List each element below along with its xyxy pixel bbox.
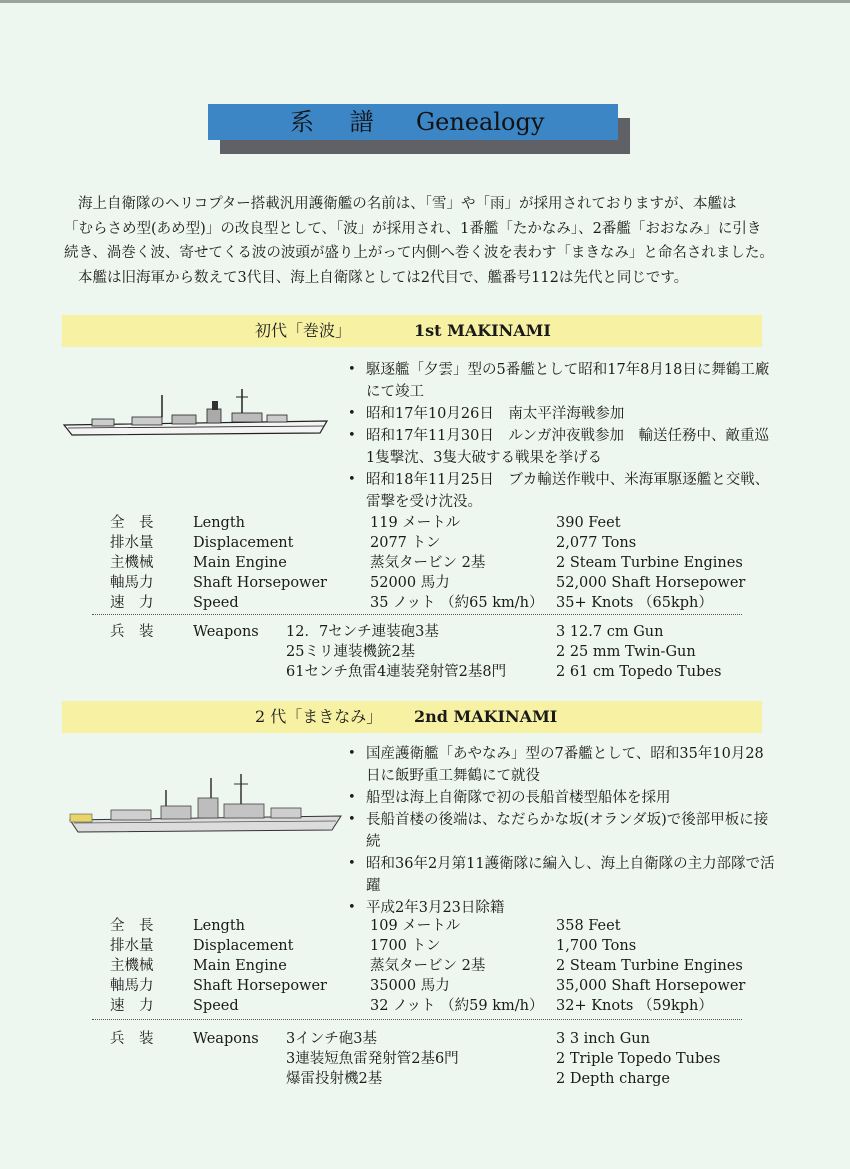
spec-label-jp: 速 力 xyxy=(110,998,154,1014)
weapon-en: 2 61 cm Topedo Tubes xyxy=(556,664,722,680)
spec-value-jp: 35000 馬力 xyxy=(370,978,450,994)
spec-row xyxy=(0,533,850,553)
weapon-en: 2 25 mm Twin-Gun xyxy=(556,644,696,660)
weapons-label-en: Weapons xyxy=(193,1031,259,1047)
spec-label-jp: 全 長 xyxy=(110,918,154,934)
divider xyxy=(92,614,742,615)
spec-value-jp: 蒸気タービン 2基 xyxy=(370,555,486,571)
list-item: • 昭和17年10月26日 南太平洋海戦参加 xyxy=(348,403,776,425)
weapons-label-en: Weapons xyxy=(193,624,259,640)
ship1-heading-en: 1st MAKINAMI xyxy=(414,321,551,340)
intro-line: 続き、渦巻く波、寄せてくる波の波頭が盛り上がって内側へ巻く波を表わす「まきなみ」と命名されました。 xyxy=(64,245,774,261)
ship2-heading-jp: 2 代「まきなみ」 xyxy=(255,707,383,726)
spec-value-en: 32+ Knots （59kph） xyxy=(556,998,713,1014)
spec-label-jp: 主機械 xyxy=(110,958,154,974)
spec-label-en: Main Engine xyxy=(193,958,287,974)
spec-value-jp: 2077 トン xyxy=(370,535,441,551)
ship2-heading xyxy=(62,701,762,733)
weapons-label-jp: 兵 装 xyxy=(110,624,154,640)
spec-label-jp: 排水量 xyxy=(110,938,154,954)
ship1-heading xyxy=(62,315,762,347)
weapon-en: 2 Triple Topedo Tubes xyxy=(556,1051,721,1067)
spec-value-en: 52,000 Shaft Horsepower xyxy=(556,575,746,591)
weapon-jp: 爆雷投射機2基 xyxy=(286,1071,383,1087)
list-item: • 昭和18年11月25日 ブカ輸送作戦中、米海軍駆逐艦と交戦、雷撃を受け沈没。 xyxy=(348,469,776,513)
spec-row xyxy=(0,976,850,996)
list-item: • 駆逐艦「夕雲」型の5番艦として昭和17年8月18日に舞鶴工廠にて竣工 xyxy=(348,359,776,403)
intro-line: 本艦は旧海軍から数えて3代目、海上自衛隊としては2代目で、艦番号112は先代と同じです。 xyxy=(78,269,689,286)
spec-value-jp: 蒸気タービン 2基 xyxy=(370,958,486,974)
weapons-label-jp: 兵 装 xyxy=(110,1031,154,1047)
spec-value-jp: 119 メートル xyxy=(370,515,461,531)
spec-row xyxy=(0,916,850,936)
spec-row xyxy=(0,553,850,573)
ship1-specs xyxy=(0,513,850,613)
ship2-specs xyxy=(0,916,850,1016)
spec-value-jp: 32 ノット （約59 km/h） xyxy=(370,998,544,1014)
title-en: Genealogy xyxy=(416,108,545,136)
spec-value-en: 2,077 Tons xyxy=(556,535,637,551)
ship1-weapons xyxy=(0,622,850,684)
spec-row xyxy=(0,996,850,1016)
intro-paragraph xyxy=(64,192,784,290)
spec-label-en: Main Engine xyxy=(193,555,287,571)
top-border xyxy=(0,0,850,3)
spec-value-en: 35,000 Shaft Horsepower xyxy=(556,978,746,994)
spec-label-en: Shaft Horsepower xyxy=(193,575,327,591)
divider xyxy=(92,1019,742,1020)
spec-row xyxy=(0,593,850,613)
spec-label-en: Length xyxy=(193,918,245,934)
list-item: • 昭和36年2月第11護衛隊に編入し、海上自衛隊の主力部隊で活躍 xyxy=(348,853,776,897)
list-item: • 長船首楼の後端は、なだらかな坂(オランダ坂)で後部甲板に接続 xyxy=(348,809,776,853)
spec-value-en: 2 Steam Turbine Engines xyxy=(556,958,743,974)
spec-row xyxy=(0,936,850,956)
spec-row xyxy=(0,513,850,533)
spec-label-en: Speed xyxy=(193,998,239,1014)
spec-label-jp: 排水量 xyxy=(110,535,154,551)
weapon-jp: 12．7センチ連装砲3基 xyxy=(286,624,439,640)
spec-label-en: Displacement xyxy=(193,938,294,954)
intro-line: 「むらさめ型(あめ型)」の改良型として、「波」が採用され、1番艦「たかなみ」、2番艦「おおなみ」に引き xyxy=(64,220,762,237)
spec-value-en: 358 Feet xyxy=(556,918,621,934)
spec-label-en: Displacement xyxy=(193,535,294,551)
ship1-heading-jp: 初代「巻波」 xyxy=(255,321,352,340)
spec-value-en: 2 Steam Turbine Engines xyxy=(556,555,743,571)
list-item: • 国産護衛艦「あやなみ」型の7番艦として、昭和35年10月28日に飯野重工舞鶴にて就役 xyxy=(348,743,776,787)
list-item: • 昭和17年11月30日 ルンガ沖夜戦参加 輸送任務中、敵重巡1隻撃沈、3隻大破する戦果を挙げる xyxy=(348,425,776,469)
spec-value-en: 390 Feet xyxy=(556,515,621,531)
spec-label-en: Shaft Horsepower xyxy=(193,978,327,994)
spec-row xyxy=(0,956,850,976)
weapon-jp: 3インチ砲3基 xyxy=(286,1031,377,1047)
spec-value-en: 1,700 Tons xyxy=(556,938,637,954)
ship1-illustration xyxy=(62,385,332,445)
spec-row xyxy=(0,573,850,593)
intro-line: 海上自衛隊のヘリコプター搭載汎用護衛艦の名前は、「雪」や「雨」が採用されておりますが、本艦は xyxy=(78,196,737,212)
spec-label-jp: 軸馬力 xyxy=(110,575,154,591)
spec-label-en: Speed xyxy=(193,595,239,611)
spec-value-en: 35+ Knots （65kph） xyxy=(556,595,713,611)
weapon-jp: 61センチ魚雷4連装発射管2基8門 xyxy=(286,664,507,680)
weapon-en: 2 Depth charge xyxy=(556,1071,670,1087)
list-item: • 平成2年3月23日除籍 xyxy=(348,897,776,919)
page-title xyxy=(208,104,618,140)
ship2-heading-en: 2nd MAKINAMI xyxy=(414,707,558,726)
spec-label-jp: 軸馬力 xyxy=(110,978,154,994)
spec-value-jp: 1700 トン xyxy=(370,938,441,954)
spec-value-jp: 52000 馬力 xyxy=(370,575,450,591)
weapon-jp: 3連装短魚雷発射管2基6門 xyxy=(286,1051,459,1067)
ship2-weapons xyxy=(0,1029,850,1091)
ship2-illustration xyxy=(66,770,346,840)
spec-label-en: Length xyxy=(193,515,245,531)
spec-value-jp: 109 メートル xyxy=(370,918,461,934)
ship2-history-list xyxy=(348,743,776,919)
list-item: • 船型は海上自衛隊で初の長船首楼型船体を採用 xyxy=(348,787,776,809)
weapon-jp: 25ミリ連装機銃2基 xyxy=(286,644,416,660)
spec-label-jp: 主機械 xyxy=(110,555,154,571)
weapon-en: 3 3 inch Gun xyxy=(556,1031,650,1047)
spec-value-jp: 35 ノット （約65 km/h） xyxy=(370,595,544,611)
spec-label-jp: 全 長 xyxy=(110,515,154,531)
weapon-en: 3 12.7 cm Gun xyxy=(556,624,664,640)
spec-label-jp: 速 力 xyxy=(110,595,154,611)
ship1-history-list xyxy=(348,359,776,513)
title-jp: 系 譜 xyxy=(290,108,388,136)
